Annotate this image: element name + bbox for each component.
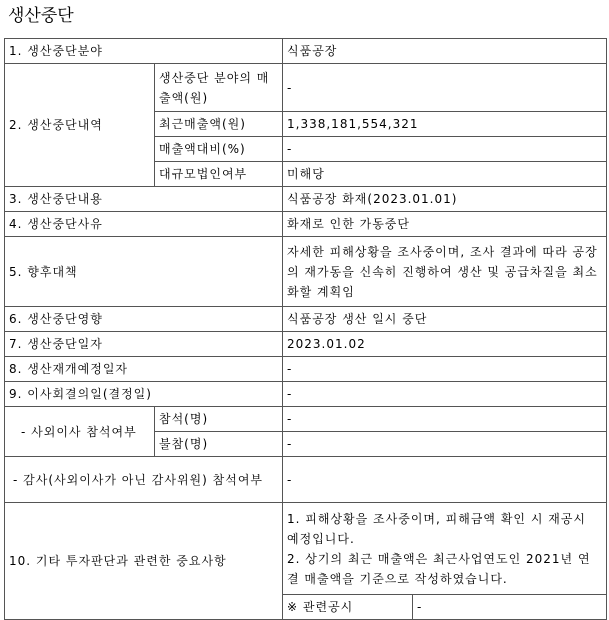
row-label: - 사외이사 참석여부 [5,407,155,457]
note-line: 2. 상기의 최근 매출액은 최근사업연도인 2021년 연결 매출액을 기준으로 작성하였습니다. [287,551,591,586]
row-value: 식품공장 [283,39,607,64]
table-row [5,187,607,212]
sub-value: - [283,407,607,432]
row-label: 4. 생산중단사유 [5,212,283,237]
related-value: - [413,595,607,620]
row-value: 식품공장 화재(2023.01.01) [283,187,607,212]
sub-label: 생산중단 분야의 매출액(원) [155,64,283,112]
row-value [283,503,607,595]
table-row [5,382,607,407]
sub-value: - [283,137,607,162]
table-row [5,237,607,307]
row-value: 화재로 인한 가동중단 [283,212,607,237]
sub-value: 미해당 [283,162,607,187]
sub-label: 최근매출액(원) [155,112,283,137]
row-value: - [283,357,607,382]
row-label: 3. 생산중단내용 [5,187,283,212]
row-value: 식품공장 생산 일시 중단 [283,307,607,332]
table-row [5,332,607,357]
sub-label: 매출액대비(%) [155,137,283,162]
row-label: - 감사(사외이사가 아닌 감사위원) 참석여부 [5,457,283,503]
table-row [5,64,607,112]
row-label: 8. 생산재개예정일자 [5,357,283,382]
sub-value: - [283,432,607,457]
table-row [5,357,607,382]
row-value: - [283,457,607,503]
row-label: 6. 생산중단영향 [5,307,283,332]
table-row [5,407,607,432]
table-row [5,457,607,503]
table-row [5,503,607,595]
related-label: ※ 관련공시 [283,595,413,620]
row-value: 2023.01.02 [283,332,607,357]
sub-label: 대규모법인여부 [155,162,283,187]
row-value: - [283,382,607,407]
table-row [5,307,607,332]
row-label: 2. 생산중단내역 [5,64,155,187]
row-label: 7. 생산중단일자 [5,332,283,357]
row-value: 자세한 피해상황을 조사중이며, 조사 결과에 따라 공장의 재가동을 신속히 진행하여 생산 및 공급차질을 최소화할 계획임 [283,237,607,307]
disclosure-table [4,38,607,620]
table-row [5,39,607,64]
row-label: 10. 기타 투자판단과 관련한 중요사항 [5,503,283,620]
sub-value: - [283,64,607,112]
sub-label: 참석(명) [155,407,283,432]
row-label: 1. 생산중단분야 [5,39,283,64]
row-label: 9. 이사회결의일(결정일) [5,382,283,407]
note-line: 1. 피해상황을 조사중이며, 피해금액 확인 시 재공시 예정입니다. [287,511,587,546]
row-label: 5. 향후대책 [5,237,283,307]
page-title: 생산중단 [8,6,74,26]
sub-value: 1,338,181,554,321 [283,112,607,137]
sub-label: 불참(명) [155,432,283,457]
table-row [5,212,607,237]
